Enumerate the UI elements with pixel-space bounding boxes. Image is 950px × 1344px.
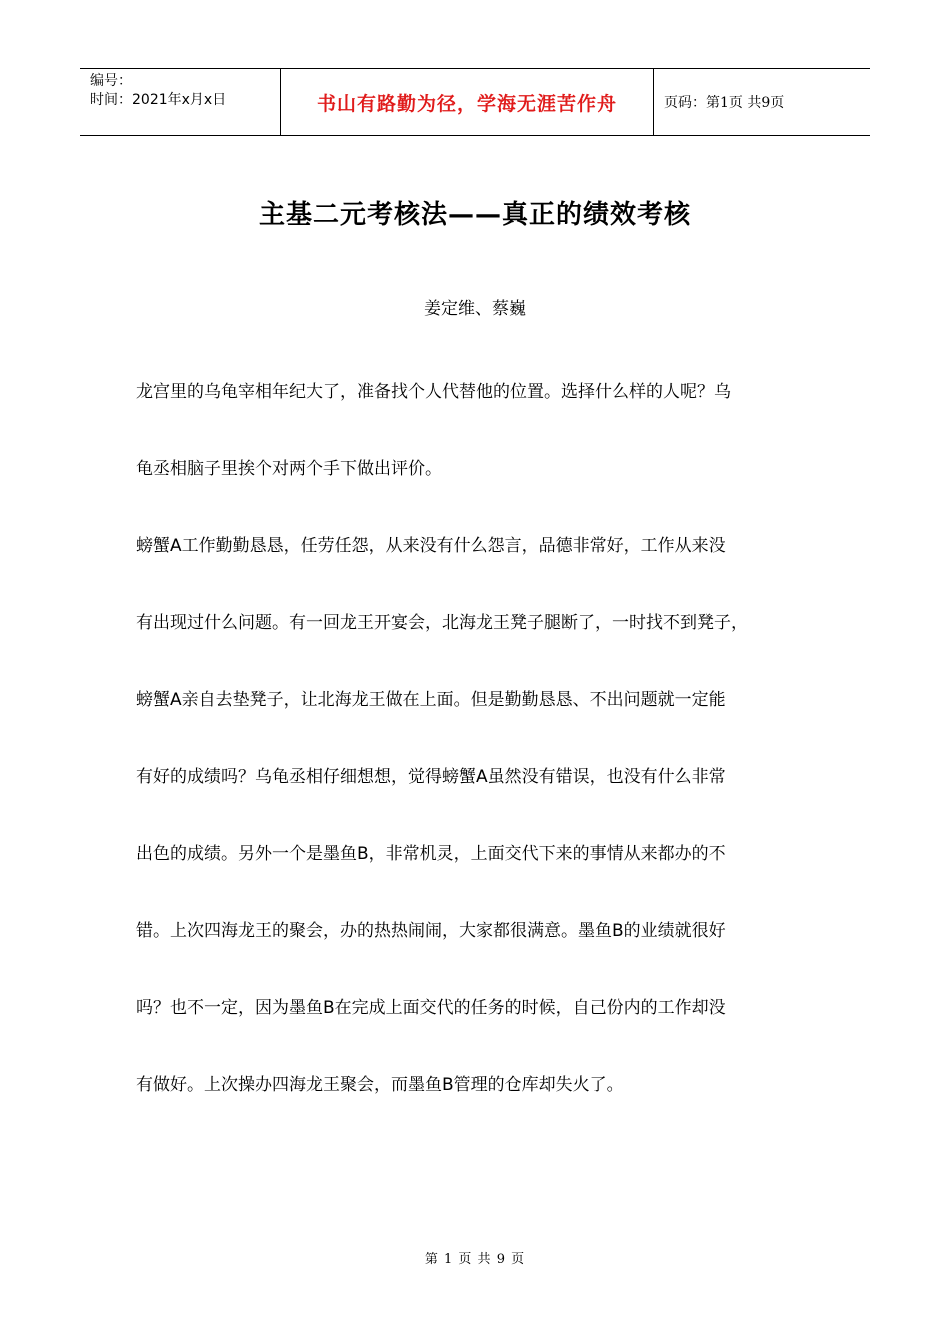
paragraph-line: 龙宫里的乌龟宰相年纪大了，准备找个人代替他的位置。选择什么样的人呢？乌 (136, 382, 731, 402)
paragraph-line: 有做好。上次操办四海龙王聚会，而墨鱼B管理的仓库却失火了。 (136, 1075, 624, 1095)
document-author: 姜定维、蔡巍 (424, 299, 526, 319)
paragraph-1 (136, 354, 816, 508)
paragraph-line: 吗？也不一定，因为墨鱼B在完成上面交代的任务的时候，自己份内的工作却没 (136, 998, 726, 1018)
paragraph-line: 有好的成绩吗？乌龟丞相仔细想想，觉得螃蟹A虽然没有错误，也没有什么非常 (136, 767, 726, 787)
header-table (80, 68, 870, 136)
document-title: 主基二元考核法——真正的绩效考核 (258, 200, 691, 230)
paragraph-line: 出色的成绩。另外一个是墨鱼B，非常机灵，上面交代下来的事情从来都办的不 (136, 844, 726, 864)
document-number-label: 编号： (90, 73, 132, 89)
paragraph-line: 有出现过什么问题。有一回龙王开宴会，北海龙王凳子腿断了，一时找不到凳子， (136, 613, 748, 633)
paragraph-line: 错。上次四海龙王的聚会，办的热热闹闹，大家都很满意。墨鱼B的业绩就很好 (136, 921, 726, 941)
header-meta-cell (80, 69, 281, 135)
paragraph-line: 龟丞相脑子里挨个对两个手下做出评价。 (136, 459, 442, 479)
header-page-info: 页码：第1页 共9页 (664, 95, 785, 111)
paragraph-line: 螃蟹A亲自去垫凳子，让北海龙王做在上面。但是勤勤恳恳、不出问题就一定能 (136, 690, 726, 710)
header-motto: 书山有路勤为径，学海无涯苦作舟 (281, 69, 654, 135)
document-date-label: 时间：2021年x月x日 (90, 92, 227, 108)
page-footer: 第 1 页 共 9 页 (424, 1252, 526, 1267)
paragraph-2 (136, 508, 816, 1124)
paragraph-line: 螃蟹A工作勤勤恳恳，任劳任怨，从来没有什么怨言，品德非常好，工作从来没 (136, 536, 726, 556)
